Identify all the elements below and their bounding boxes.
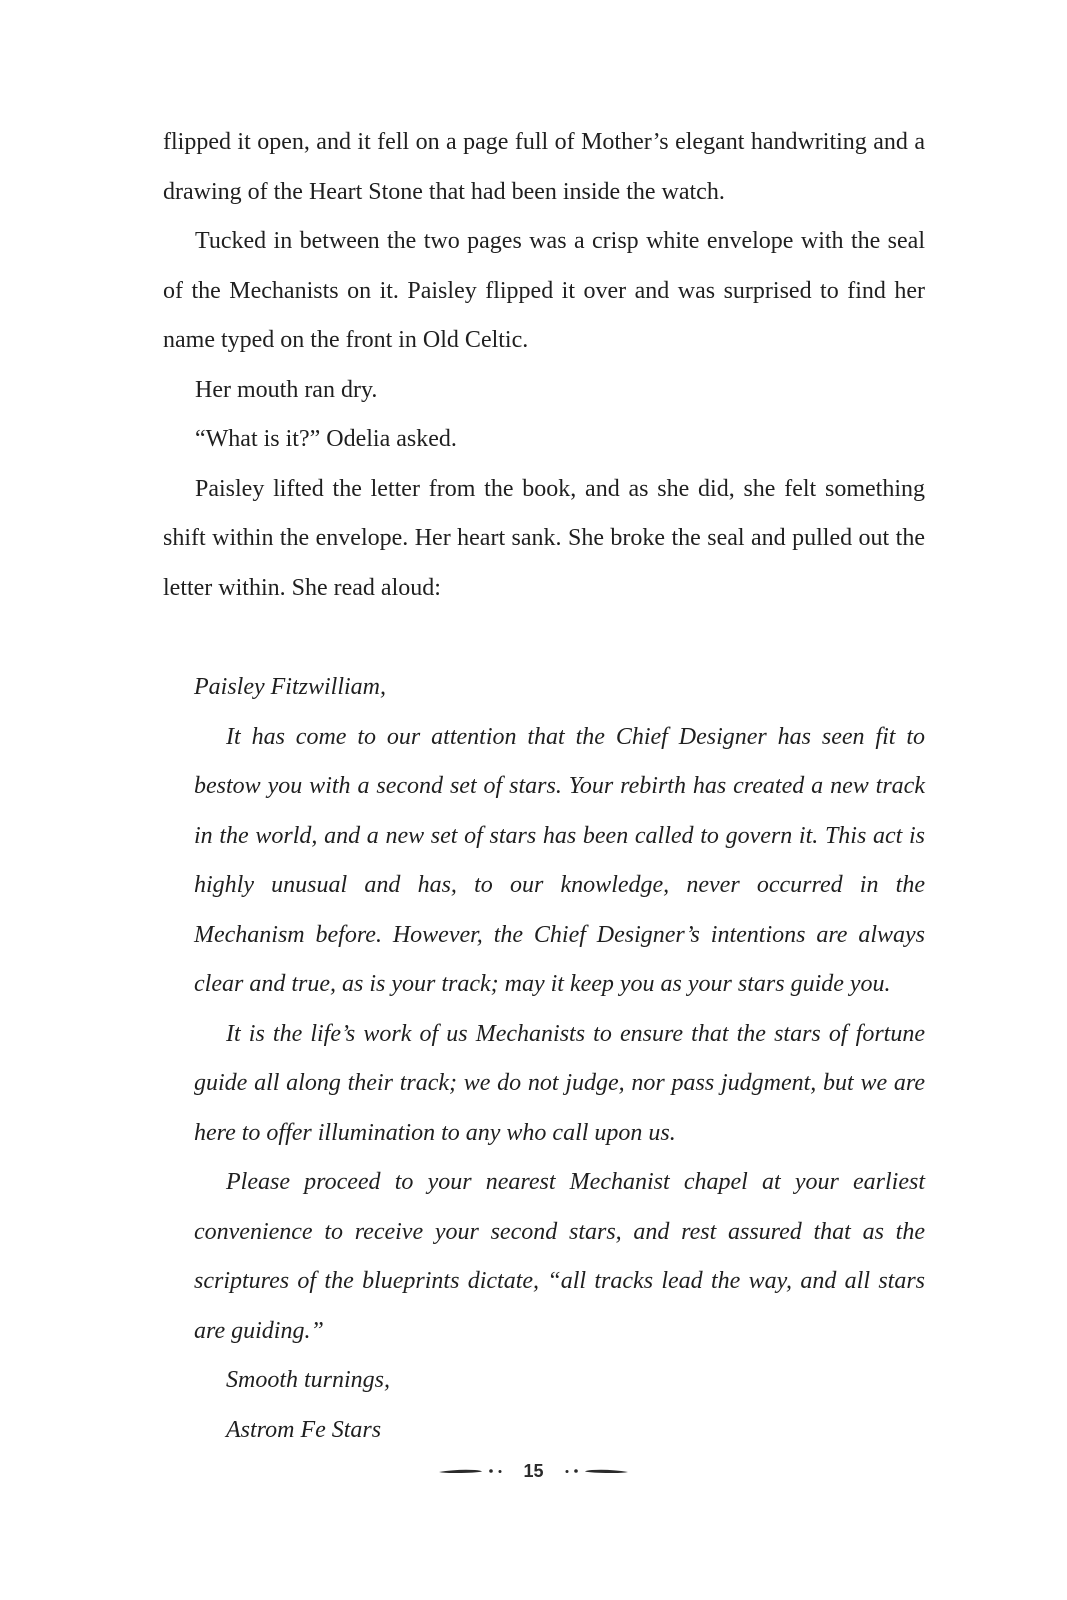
letter-paragraph: It has come to our attention that the Chief Designer has seen fit to bestow you with a second set of stars. Your rebirth has created a new track in the world, and a new set of stars has been called to govern it. This act is highly unusual and has, to our knowledge, never occurred in the Mechanism before. However, the Chief Designer’s intentions are always clear and true, as is your track; may it keep you as your stars guide you.	[194, 723, 925, 997]
body-text	[163, 118, 925, 613]
letter-signature: Astrom Fe Stars	[226, 1416, 382, 1443]
page-number: 15	[523, 1460, 544, 1481]
left-dash-ornament-icon	[437, 1466, 507, 1476]
body-paragraph: “What is it?” Odelia asked.	[195, 426, 457, 452]
letter-paragraph: Please proceed to your nearest Mechanist chapel at your earliest convenience to receive your second stars, and rest assured that as the scriptures of the blueprints dictate, “all tracks lead the way, and all stars are guiding.”	[194, 1169, 925, 1344]
letter-salutation: Paisley Fitzwilliam,	[194, 674, 386, 700]
body-paragraph: flipped it open, and it fell on a page full of Mother’s elegant handwriting and a drawing of the Heart Stone that had been inside the watch.	[163, 129, 925, 205]
letter	[194, 663, 925, 1455]
page-footer	[0, 1455, 1067, 1487]
letter-paragraph: It is the life’s work of us Mechanists to ensure that the stars of fortune guide all along their track; we do not judge, nor pass judgment, but we are here to offer illumination to any who call upon us.	[194, 1020, 925, 1146]
folio-group	[437, 1461, 629, 1482]
letter-closing: Smooth turnings,	[226, 1367, 391, 1393]
body-paragraph: Her mouth ran dry.	[195, 376, 378, 403]
body-paragraph: Paisley lifted the letter from the book, and as she did, she felt something shift within the envelope. Her heart sank. She broke the seal and pulled out the letter within. She read aloud:	[163, 475, 925, 601]
body-paragraph: Tucked in between the two pages was a crisp white envelope with the seal of the Mechanists on it. Paisley flipped it over and was surprised to find her name typed on the front in Old Celtic.	[163, 228, 925, 353]
right-dash-ornament-icon	[560, 1466, 630, 1476]
